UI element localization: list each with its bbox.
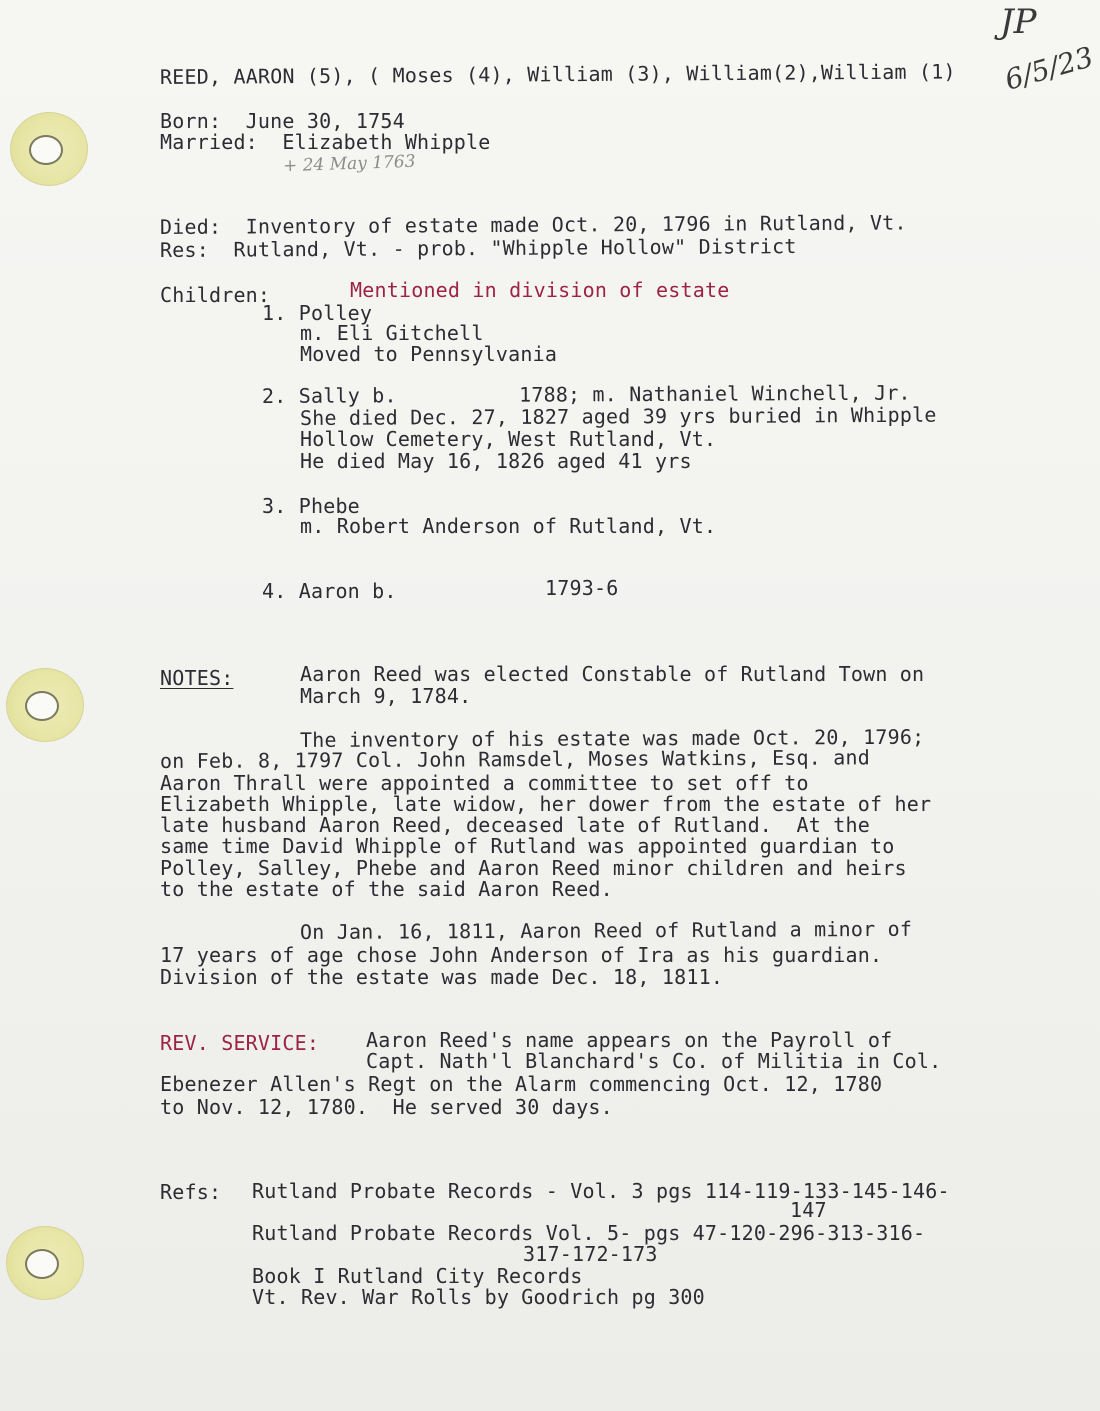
handwritten-initials: JP	[1000, 2, 1037, 42]
child-4-birth-year: 1793-6	[545, 576, 619, 600]
notes-p1-line-1: Aaron Reed was elected Constable of Rutland Town on	[300, 662, 925, 686]
child-2-line-4: He died May 16, 1826 aged 41 yrs	[300, 449, 692, 473]
refs-label: Refs:	[160, 1180, 222, 1204]
punch-hole-bottom	[6, 1226, 84, 1300]
died-line: Died: Inventory of estate made Oct. 20, 1796 in Rutland, Vt.	[159, 210, 907, 239]
notes-p3-line-2: 17 years of age chose John Anderson of Ira as his guardian.	[160, 943, 883, 967]
notes-p2-line-6: same time David Whipple of Rutland was appointed guardian to	[160, 834, 895, 858]
refs-line-1-cont: 147	[790, 1198, 827, 1222]
child-4-name: 4. Aaron b.	[262, 579, 397, 603]
punch-hole-middle	[6, 668, 84, 742]
rev-service-line-4: to Nov. 12, 1780. He served 30 days.	[160, 1095, 613, 1119]
child-1-note: Moved to Pennsylvania	[300, 342, 558, 366]
child-3-spouse: m. Robert Anderson of Rutland, Vt.	[300, 514, 717, 538]
notes-p2-line-2: on Feb. 8, 1797 Col. John Ramsdel, Moses Watkins, Esq. and	[159, 745, 871, 773]
notes-p3-line-1: On Jan. 16, 1811, Aaron Reed of Rutland a minor of	[299, 916, 913, 944]
refs-line-1: Rutland Probate Records - Vol. 3 pgs 114-119-133-145-146-	[252, 1179, 950, 1203]
child-1-spouse: m. Eli Gitchell	[300, 321, 484, 345]
married-line: Married: Elizabeth Whipple	[160, 130, 491, 154]
notes-p2-line-4: Elizabeth Whipple, late widow, her dower from the estate of her	[160, 792, 932, 816]
child-3-name: 3. Phebe	[262, 494, 360, 518]
notes-p2-line-1: The inventory of his estate was made Oct. 20, 1796;	[299, 724, 925, 752]
children-note: Mentioned in division of estate	[350, 278, 730, 302]
rev-service-line-1: Aaron Reed's name appears on the Payroll of	[366, 1028, 893, 1052]
children-label: Children:	[160, 283, 271, 307]
born-line: Born: June 30, 1754	[160, 109, 405, 133]
notes-label: NOTES:	[160, 666, 234, 690]
res-line: Res: Rutland, Vt. - prob. "Whipple Hollow" District	[159, 234, 797, 262]
refs-line-3: Book I Rutland City Records	[252, 1264, 583, 1288]
handwritten-marriage-date: + 24 May 1763	[282, 151, 416, 177]
punch-hole-top	[10, 112, 88, 186]
refs-line-2-cont: 317-172-173	[523, 1242, 658, 1266]
notes-p2-line-8: to the estate of the said Aaron Reed.	[160, 877, 613, 901]
child-1-name: 1. Polley	[262, 301, 373, 325]
child-2-line-3: Hollow Cemetery, West Rutland, Vt.	[300, 427, 717, 451]
refs-line-2: Rutland Probate Records Vol. 5- pgs 47-120-296-313-316-	[252, 1221, 926, 1245]
notes-p1-line-2: March 9, 1784.	[300, 684, 472, 708]
refs-line-4: Vt. Rev. War Rolls by Goodrich pg 300	[252, 1285, 705, 1309]
notes-p2-line-3: Aaron Thrall were appointed a committee to set off to	[160, 771, 809, 795]
child-2-line-2: She died Dec. 27, 1827 aged 39 yrs buried in Whipple	[299, 402, 937, 430]
child-2-line-1: 2. Sally b. 1788; m. Nathaniel Winchell, Jr.	[261, 380, 911, 408]
rev-service-label: REV. SERVICE:	[160, 1031, 320, 1055]
rev-service-line-3: Ebenezer Allen's Regt on the Alarm commencing Oct. 12, 1780	[160, 1072, 883, 1096]
notes-p3-line-3: Division of the estate was made Dec. 18, 1811.	[160, 965, 724, 989]
notes-p2-line-5: late husband Aaron Reed, deceased late of Rutland. At the	[160, 813, 870, 837]
notes-p2-line-7: Polley, Salley, Phebe and Aaron Reed minor children and heirs	[160, 856, 907, 880]
handwritten-date: 6/5/23	[1001, 40, 1097, 97]
rev-service-line-2: Capt. Nath'l Blanchard's Co. of Militia in Col.	[366, 1049, 942, 1073]
record-header: REED, AARON (5), ( Moses (4), William (3), William(2),William (1)	[159, 59, 956, 89]
